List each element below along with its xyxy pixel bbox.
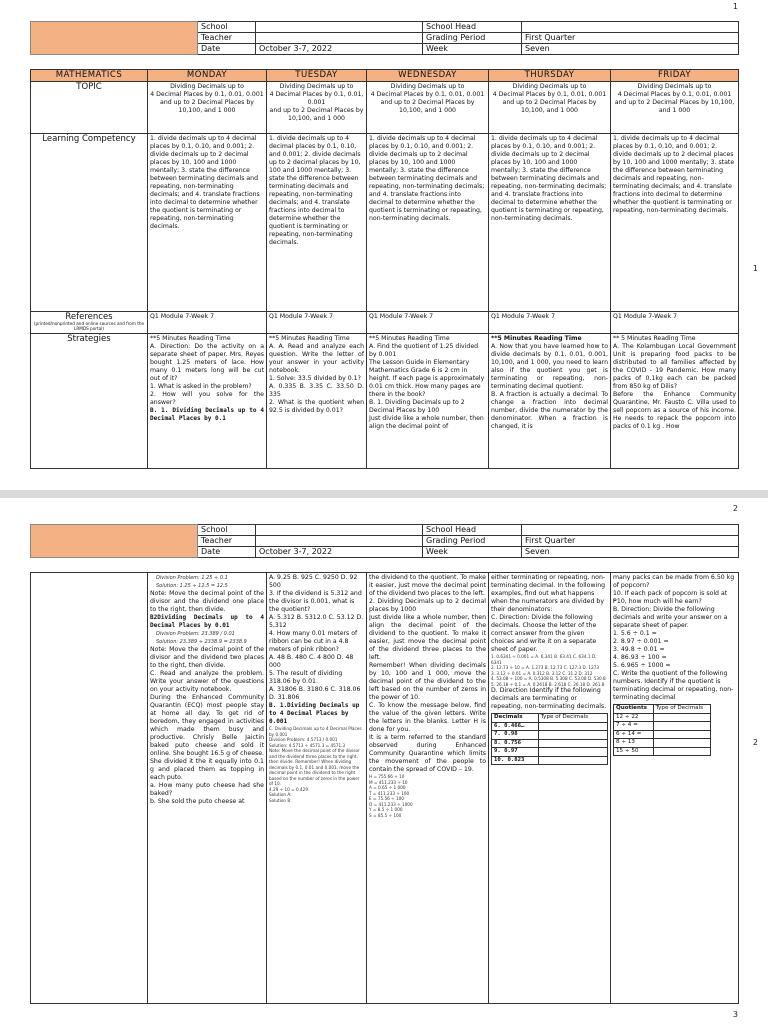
answer-cell[interactable] — [538, 731, 607, 740]
header-table — [30, 524, 739, 558]
strategies-fri-cont: many packs can be made from 6.50 kg of popcorn? 10. If each pack of popcorn is sold at ₱10, how much will he earn? B. Direction: Divide the following decimals and write your answer on a separate sheet of paper. 1. 5.6 ÷ 0.1 = 2. 8.97 ÷ 0.001 = 3. 49.8 ÷ 0.01 = 4. 86.93 ÷ 100 = 5. 6.965 ÷ 1000 = C. Write the quotient of the following numbers. Identify if the quotient is terminating decimal or repeating, non-terminating decimal Quotients Type of Decimals 12 ÷ 22 7 ÷ 4 = 6 ÷ 14 = 8 ÷ 13 15 ÷ 50 — [611, 573, 739, 1004]
answer-cell[interactable] — [538, 756, 607, 765]
grading-period-label: Grading Period — [423, 536, 522, 547]
strategies-mon: **5 Minutes Reading Time A. Direction: Do the activity on a separate sheet of paper. Mrs. Reyes bought 1.25 meters of lace. How many 0.1 meters long will be cut out of it? 1. What is asked in the problem? 2. How will you solve for the answer? B. 1. Dividing Decimals up to 4 Decimal Places by 0.1 — [148, 334, 267, 469]
learning-competency-label: Learning Competency — [31, 134, 148, 312]
answer-cell[interactable] — [538, 722, 607, 731]
school-head-value — [522, 525, 739, 536]
ref-wed: Q1 Module 7-Week 7 — [367, 312, 489, 334]
answer-cell[interactable] — [653, 747, 711, 756]
date-label: Date — [198, 44, 256, 55]
week-value: Seven — [522, 547, 739, 558]
ref-thu: Q1 Module 7-Week 7 — [489, 312, 611, 334]
side-page-marker: 1 — [752, 264, 758, 273]
date-value: October 3-7, 2022 — [256, 547, 423, 558]
page-separator — [0, 490, 768, 498]
strategies-continued-table — [30, 572, 739, 1004]
strategies-label-cont — [31, 573, 148, 1004]
week-label: Week — [423, 547, 522, 558]
lc-mon: 1. divide decimals up to 4 decimal places by 0.1, 0.10, and 0.001; 2. divide decimals up to 2 decimal places by 10, 100 and 1000 mentally; 3. state the difference between terminating decimals and repeating, non-terminating decimals; and 4. translate fractions into decimal to determine whether the quotient is terminating or repeating, non-terminating decimals. — [148, 134, 267, 312]
answer-cell[interactable] — [653, 739, 711, 748]
topic-tue: Dividing Decimals up to 4 Decimal Places by 0.1, 0.01, 0.001 and up to 2 Decimal Places by 10,100, and 1 000 — [267, 82, 367, 134]
decimals-type-table: Decimals Type of Decimals 6. 0.466… 7. 0.98 8. 0.756 9. 0.97 10. 0.823 — [491, 713, 608, 765]
topic-fri: Dividing Decimals up to 4 Decimal Places by 0.1, 0.01, 0.001 and up to 2 Decimal Places by 10,100, and 1 000 — [611, 82, 739, 134]
col-wednesday: WEDNESDAY — [367, 70, 489, 82]
references-sublabel: (printed/nonprinted and online sources and from the LRMDS portal) — [33, 321, 145, 331]
strategies-thu: **5 Minutes Reading Time A. Now that you have learned how to divide decimals by 0.1, 0.01, 0.001, 10,100, and 1 000, you need to learn also if the quotient you get is terminating or repeating, non-terminating decimal quotient. B. A fraction is actually a decimal. To change a fraction into decimal number, divide the numerator by the denominator. When a fraction is changed, it is — [489, 334, 611, 469]
lc-thu: 1. divide decimals up to 4 decimal places by 0.1, 0.10, and 0.001; 2. divide decimals up to 2 decimal places by 10, 100 and 1000 mentally; 3. state the difference between terminating decimals and repeating, non-terminating decimals; and 4. translate fractions into decimal to determine whether the quotient is terminating or repeating, non-terminating decimals. — [489, 134, 611, 312]
col-monday: MONDAY — [148, 70, 267, 82]
ref-fri: Q1 Module 7-Week 7 — [611, 312, 739, 334]
header-table — [30, 21, 739, 55]
lc-fri: 1. divide decimals up to 4 decimal places by 0.1, 0.10, and 0.001; 2. divide decimals up to 2 decimal places by 10, 100 and 1000 mentally; 3. state the difference between terminating decimals and repeating, non-terminating decimals; and 4. translate fractions into decimal to determine whether the quotient is terminating or repeating, non-terminating decimals. — [611, 134, 739, 312]
topic-mon: Dividing Decimals up to 4 Decimal Places by 0.1, 0.01, 0.001 and up to 2 Decimal Places by 10,100, and 1 000 — [148, 82, 267, 134]
teacher-label: Teacher — [198, 536, 256, 547]
references-label: References (printed/nonprinted and online sources and from the LRMDS portal) — [31, 312, 148, 334]
lc-tue: 1. divide decimals up to 4 decimal places by 0.1, 0.10, and 0.001; 2. divide decimals up to 2 decimal places by 10, 100 and 1000 mentally; 3. state the difference between terminating decimals and repeating, non-terminating decimals; and 4. translate fractions into decimal to determine whether the quotient is terminating or repeating, non-terminating decimals. — [267, 134, 367, 312]
strategies-fri: ** 5 Minutes Reading Time A. The Kolambugan Local Government Unit is preparing food packs to be distributed to all families affected by the COVID - 19 Pandemic. How many packs of 0.1kg each can be packed from 850 kg of Dilis? Before the Enhance Community Quarantine, Mr. Fausto C. Villa used to sell popcorn as a source of his income. He needs to repack the popcorn into packs of 0.1 kg . How — [611, 334, 739, 469]
answer-cell[interactable] — [538, 739, 607, 748]
grading-period-value: First Quarter — [522, 536, 739, 547]
strategies-mon-cont: Division Problem: 1.25 ÷ 0.1 Solution: 1.25 ÷ 12.5 = 12.5 Note: Move the decimal point of the divisor and the dividend one place to the right, then divide. B2Dividing Decimals up to 4 Decimal Places by 0.01 Division Problem: 23.389 / 0.01 Solution: 23.389 ÷ 2338.9 = 2338.9 Note: Move the decimal point of the divisor and the dividend two places to the right, then divide. C. Read and analyze the problem. Write your answer of the questions on your activity notebook. During the Enhanced Community Quarantin (ECQ) most people stay at home all day. To get rid of boredom, they engaged in activities which made them busy and productive. Chrisly Belle Jaictin baked puto cheese and sold it online. She bought 16.5 g of cheese. She divided it the it equally into 0.1 g and placed them as topping in each puto. a. How many puto cheese had she baked? b. She sold the puto cheese at — [148, 573, 267, 1004]
answer-cell[interactable] — [653, 713, 711, 722]
page-number: 2 — [732, 504, 738, 513]
page-2 — [0, 498, 768, 1024]
header-band — [31, 22, 198, 55]
strategies-label: Strategies — [31, 334, 148, 469]
week-value: Seven — [522, 44, 739, 55]
date-label: Date — [198, 547, 256, 558]
strategies-tue: **5 Minutes Reading Time A. A. Read and analyze each question. Write the letter of your answer in your activity notebook. 1. Solve: 33.5 divided by 0.1? A. 0.335 B. 3.35 C. 33.50 D. 335 2. What is the quotient when 92.5 is divided by 0.01? — [267, 334, 367, 469]
school-label: School — [198, 22, 256, 33]
ref-tue: Q1 Module 7-Week 7 — [267, 312, 367, 334]
side-page-marker: 2 — [752, 738, 758, 747]
col-subject: MATHEMATICS — [31, 70, 148, 82]
answer-cell[interactable] — [653, 730, 711, 739]
topic-thu: Dividing Decimals up to 4 Decimal Places by 0.1, 0.01, 0.001 and up to 2 Decimal Places by 10,100, and 1 000 — [489, 82, 611, 134]
grading-period-value: First Quarter — [522, 33, 739, 44]
answer-cell[interactable] — [653, 722, 711, 731]
teacher-value — [256, 536, 423, 547]
page-number: 3 — [732, 1010, 738, 1019]
strategies-wed: **5 Minutes Reading Time A. Find the quotient of 1.25 divided by 0.001 The Lesson Guide in Elementary Mathematics Grade 6 is 2 cm in height. If each page is approximately 0.01 cm thick. How many pages are there in the book? B. 1. Dividing Decimals up to 2 Decimal Places by 100 Just divide like a whole number, then align the decimal point of — [367, 334, 489, 469]
strategies-thu-cont: either terminating or repeating, non-terminating decimal. In the following examples, find out what happens when the numerators are divided by their denominators: C. Direction: Divide the following decimals. Choose the letter of the correct answer from the given choices and write it on a separate sheet of paper. 1. 0.6341 ÷ 0.001 = A. 6,341 B. 63.41 C. 634.1 D. 6341 2. 12.73 ÷ 10 = A. 1.273 B. 12.73 C. 127.3 D. 1273 3. 3.12 ÷ 0.01 = A. 0.312 B. 3.12 C. 31.2 D. 312 4. 53.08 ÷ 100 = A. 0.5308 B. 5.308 C. 53.08 D. 530.8 5. 26.18 ÷ 0.1 = A. 0.2618 B. 2.618 C. 26.18 D. 261.8 D. Direction Identify if the following decimals are terminating or repeating, non-terminating decimals. Decimals Type of Decimals 6. 0.466… 7. 0.98 8. 0.756 9. 0.97 10. 0.823 — [489, 573, 611, 1004]
answer-cell[interactable] — [538, 748, 607, 757]
teacher-label: Teacher — [198, 33, 256, 44]
school-head-value — [522, 22, 739, 33]
school-label: School — [198, 525, 256, 536]
date-value: October 3-7, 2022 — [256, 44, 423, 55]
page-number: 1 — [732, 2, 738, 11]
school-head-label: School Head — [423, 525, 522, 536]
header-band — [31, 525, 198, 558]
school-value — [256, 22, 423, 33]
school-value — [256, 525, 423, 536]
strategies-tue-cont: A. 9.25 B. 925 C. 9250 D. 92 500 3. If the dividend is 5.312 and the divisor is 0.001, what is the quotient? A. 5.312 B. 5312.0 C. 53.12 D. 5,312 4. How many 0.01 meters of ribbon can be cut in a 4.8 meters of pink ribbon? A. 48 B. 480 C. 4 800 D. 48 000 5. The result of dividing 318.06 by 0.01. A. 31806 B. 3180.6 C. 318.06 D. 31.806 B. 1.Dividing Decimals up to 4 Decimal Places by 0.001 C. Dividing Decimals up to 4 Decimal Places by 0.001 Division Problem: 4.5713 / 0.001 Solution: 4.5713 ÷ 4571.3 = 4571.3 Note: Move the decimal point of the divisor and the dividend three places to the right, then divide. Remember! When dividing decimals by 0.1, 0.01 and 0.001, move the decimal point in the dividend to the right based on the number of zeros in the power of 10. 4.29 ÷ 10 = 0.429 Solution A: Solution B: — [267, 573, 367, 1004]
page-1 — [0, 0, 768, 490]
col-tuesday: TUESDAY — [267, 70, 367, 82]
week-label: Week — [423, 44, 522, 55]
quotients-type-table: Quotients Type of Decimals 12 ÷ 22 7 ÷ 4 = 6 ÷ 14 = 8 ÷ 13 15 ÷ 50 — [613, 704, 711, 756]
lc-wed: 1. divide decimals up to 4 decimal places by 0.1, 0.10, and 0.001; 2. divide decimals up to 2 decimal places by 10, 100 and 1000 mentally; 3. state the difference between terminating decimals and repeating, non-terminating decimals; and 4. translate fractions into decimal to determine whether the quotient is terminating or repeating, non-terminating decimals. — [367, 134, 489, 312]
lesson-plan-table — [30, 69, 739, 469]
ref-mon: Q1 Module 7-Week 7 — [148, 312, 267, 334]
col-thursday: THURSDAY — [489, 70, 611, 82]
topic-label: TOPIC — [31, 82, 148, 134]
teacher-value — [256, 33, 423, 44]
strategies-wed-cont: the dividend to the quotient. To make it easier, just move the decimal point of the dividend two places to the left. 2. Dividing Decimals up to 2 decimal places by 1000 Just divide like a whole number, then align the decimal point of the dividend to the quotient. To make it easier, just move the decimal point of the dividend three places to the left. Remember! When dividing decimals by 10, 100 and 1 000, move the decimal point of the dividend to the left based on the number of zeros in the power of 10. C. To know the message below, find the value of the given letters. Write the letters in the blanks. Letter H is done for you. It is a term referred to the standard observed during Enhanced Community Quarantine which limits the movement of the people to contain the spread of COVID – 19. H = 755.66 ÷ 10 M = 411.233 ÷ 10 A = 0.65 ÷ 1 000 T = 411.233 ÷ 100 E = 75.56 ÷ 100 O = 411.233 ÷ 1000 Y = 8.5 ÷ 1 000 S = 85.5 ÷ 100 — [367, 573, 489, 1004]
topic-wed: Dividing Decimals up to 4 Decimal Places by 0.1, 0.01, 0.001 and up to 2 Decimal Places by 10,100, and 1 000 — [367, 82, 489, 134]
col-friday: FRIDAY — [611, 70, 739, 82]
school-head-label: School Head — [423, 22, 522, 33]
grading-period-label: Grading Period — [423, 33, 522, 44]
